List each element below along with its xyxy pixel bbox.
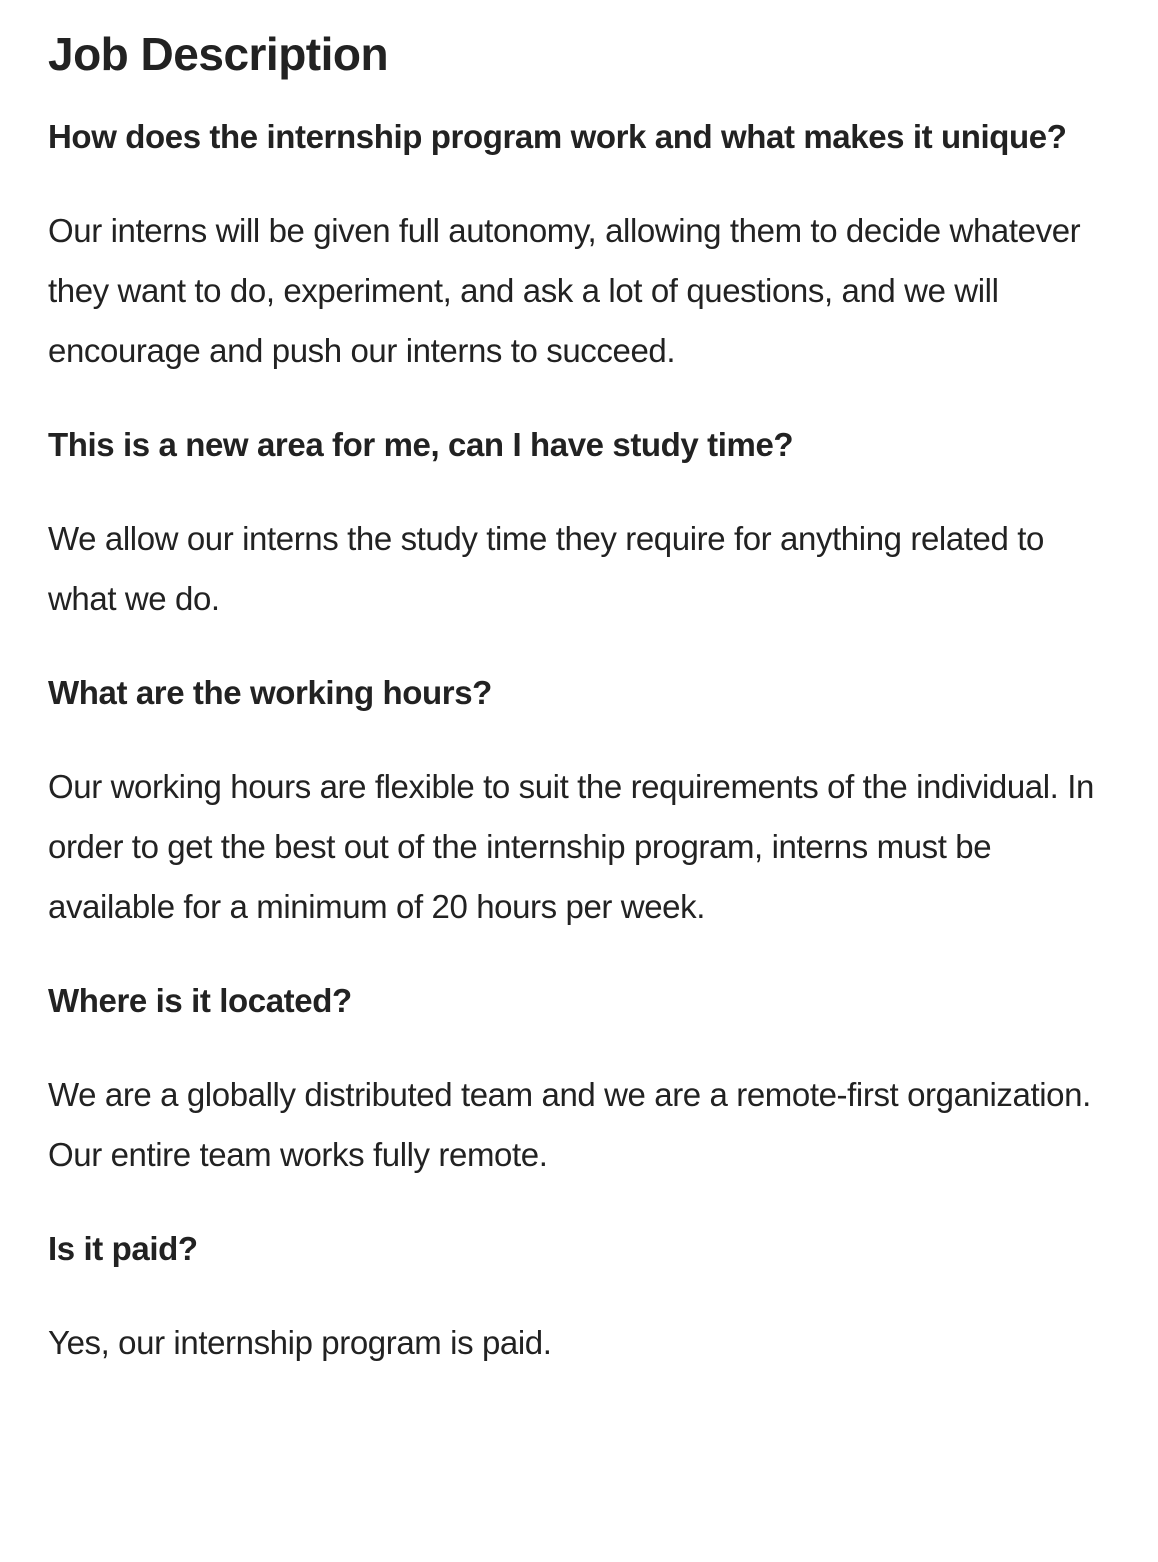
faq-item-study-time [48, 415, 1110, 629]
faq-question: This is a new area for me, can I have study time? [48, 425, 794, 463]
faq-answer: Our interns will be given full autonomy, allowing them to decide whatever they want to do, experiment, and ask a lot of questions, and we will encourage and push our interns to succeed. [48, 211, 1081, 369]
faq-answer: Yes, our internship program is paid. [48, 1323, 552, 1361]
faq-answer: We allow our interns the study time they require for anything related to what we do. [48, 519, 1044, 617]
page-title: Job Description [48, 28, 389, 80]
faq-answer: Our working hours are flexible to suit the requirements of the individual. In order to get the best out of the internship program, interns must be available for a minimum of 20 hours per week. [48, 767, 1094, 925]
faq-item-location [48, 971, 1110, 1185]
faq-item-working-hours [48, 663, 1110, 937]
faq-answer: We are a globally distributed team and we are a remote-first organization. Our entire team works fully remote. [48, 1075, 1091, 1173]
faq-question: Is it paid? [48, 1229, 198, 1267]
faq-question: What are the working hours? [48, 673, 492, 711]
faq-item-paid [48, 1219, 1110, 1373]
faq-question: How does the internship program work and what makes it unique? [48, 117, 1067, 155]
faq-item-program [48, 107, 1110, 381]
faq-question: Where is it located? [48, 981, 352, 1019]
